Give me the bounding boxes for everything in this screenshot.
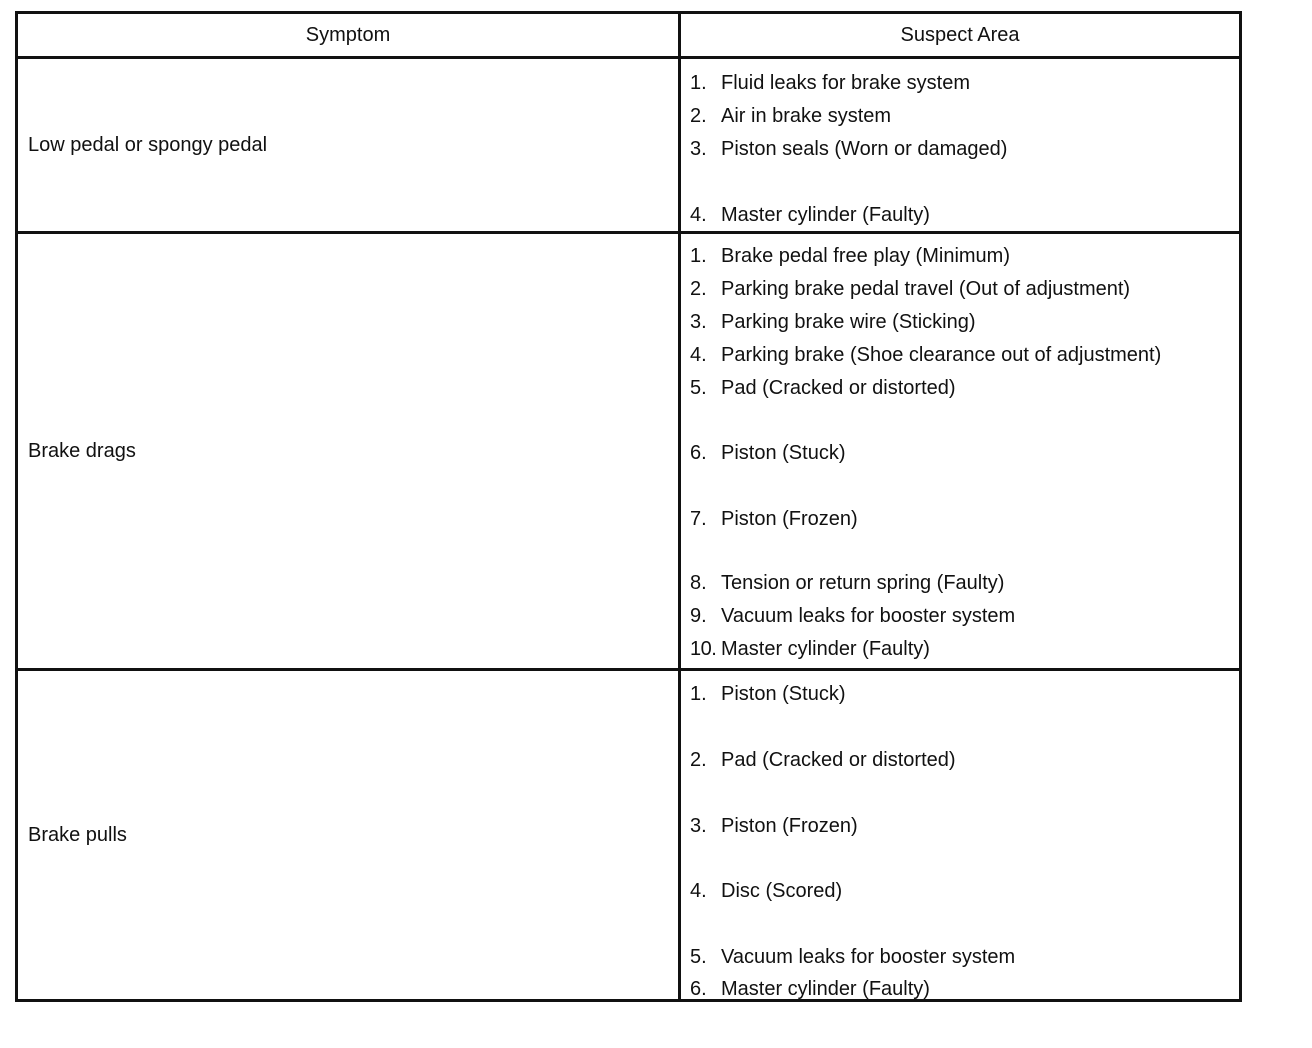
item-number: 9. <box>690 605 707 627</box>
list-item <box>690 203 930 227</box>
item-number: 2. <box>690 278 707 300</box>
symptom-cell <box>18 234 681 668</box>
item-number: 7. <box>690 508 707 530</box>
item-text: Vacuum leaks for booster system <box>721 946 1016 968</box>
header-symptom: Symptom <box>18 14 681 56</box>
item-text: Tension or return spring (Faulty) <box>721 572 1005 594</box>
item-number: 3. <box>690 138 707 160</box>
item-number: 4. <box>690 204 707 226</box>
table-row <box>18 231 1239 668</box>
list-item <box>690 977 930 1001</box>
table-row <box>18 668 1239 999</box>
list-item <box>690 343 1161 367</box>
symptom-cell <box>18 59 681 231</box>
list-item <box>690 277 1130 301</box>
symptom-text: Brake drags <box>28 439 136 462</box>
item-text: Piston (Stuck) <box>721 683 846 705</box>
item-text: Brake pedal free play (Minimum) <box>721 245 1010 267</box>
list-item <box>690 682 845 706</box>
item-number: 2. <box>690 105 707 127</box>
symptom-cell <box>18 671 681 999</box>
item-number: 1. <box>690 72 707 94</box>
list-item <box>690 507 858 531</box>
item-number: 6. <box>690 442 707 464</box>
symptom-text: Brake pulls <box>28 823 127 846</box>
table-row <box>18 56 1239 231</box>
list-item <box>690 137 1007 161</box>
item-number: 1. <box>690 245 707 267</box>
list-item <box>690 604 1015 628</box>
item-text: Master cylinder (Faulty) <box>721 204 930 226</box>
item-number: 2. <box>690 749 707 771</box>
list-item <box>690 310 976 334</box>
item-number: 4. <box>690 880 707 902</box>
item-text: Parking brake wire (Sticking) <box>721 311 976 333</box>
list-item <box>690 71 970 95</box>
item-text: Fluid leaks for brake system <box>721 72 970 94</box>
list-item <box>690 244 1010 268</box>
list-item <box>690 814 858 838</box>
item-text: Master cylinder (Faulty) <box>721 638 930 660</box>
symptom-text: Low pedal or spongy pedal <box>28 133 268 156</box>
troubleshooting-table <box>15 11 1242 1002</box>
item-text: Piston (Stuck) <box>721 442 846 464</box>
item-text: Parking brake pedal travel (Out of adjustment) <box>721 278 1131 300</box>
list-item <box>690 637 930 661</box>
item-number: 4. <box>690 344 707 366</box>
item-number: 5. <box>690 946 707 968</box>
header-suspect-area: Suspect Area <box>900 23 1020 46</box>
item-number: 3. <box>690 311 707 333</box>
item-number: 3. <box>690 815 707 837</box>
item-text: Master cylinder (Faulty) <box>721 978 930 1000</box>
table-header-row <box>18 14 1239 56</box>
list-item <box>690 748 956 772</box>
item-number: 1. <box>690 683 707 705</box>
item-text: Piston seals (Worn or damaged) <box>721 138 1008 160</box>
item-number: 8. <box>690 572 707 594</box>
item-text: Disc (Scored) <box>721 880 843 902</box>
item-text: Vacuum leaks for booster system <box>721 605 1016 627</box>
item-number: 6. <box>690 978 707 1000</box>
item-text: Parking brake (Shoe clearance out of adjustment) <box>721 344 1162 366</box>
suspect-cell <box>681 671 1239 999</box>
item-number: 10. <box>690 638 717 660</box>
item-text: Pad (Cracked or distorted) <box>721 749 956 771</box>
list-item <box>690 441 845 465</box>
item-text: Pad (Cracked or distorted) <box>721 377 956 399</box>
list-item <box>690 879 842 903</box>
suspect-cell <box>681 234 1239 668</box>
item-text: Piston (Frozen) <box>721 508 858 530</box>
item-text: Air in brake system <box>721 105 892 127</box>
item-text: Piston (Frozen) <box>721 815 858 837</box>
list-item <box>690 571 1004 595</box>
list-item <box>690 104 891 128</box>
list-item <box>690 945 1015 969</box>
list-item <box>690 376 956 400</box>
suspect-cell <box>681 59 1239 231</box>
item-number: 5. <box>690 377 707 399</box>
